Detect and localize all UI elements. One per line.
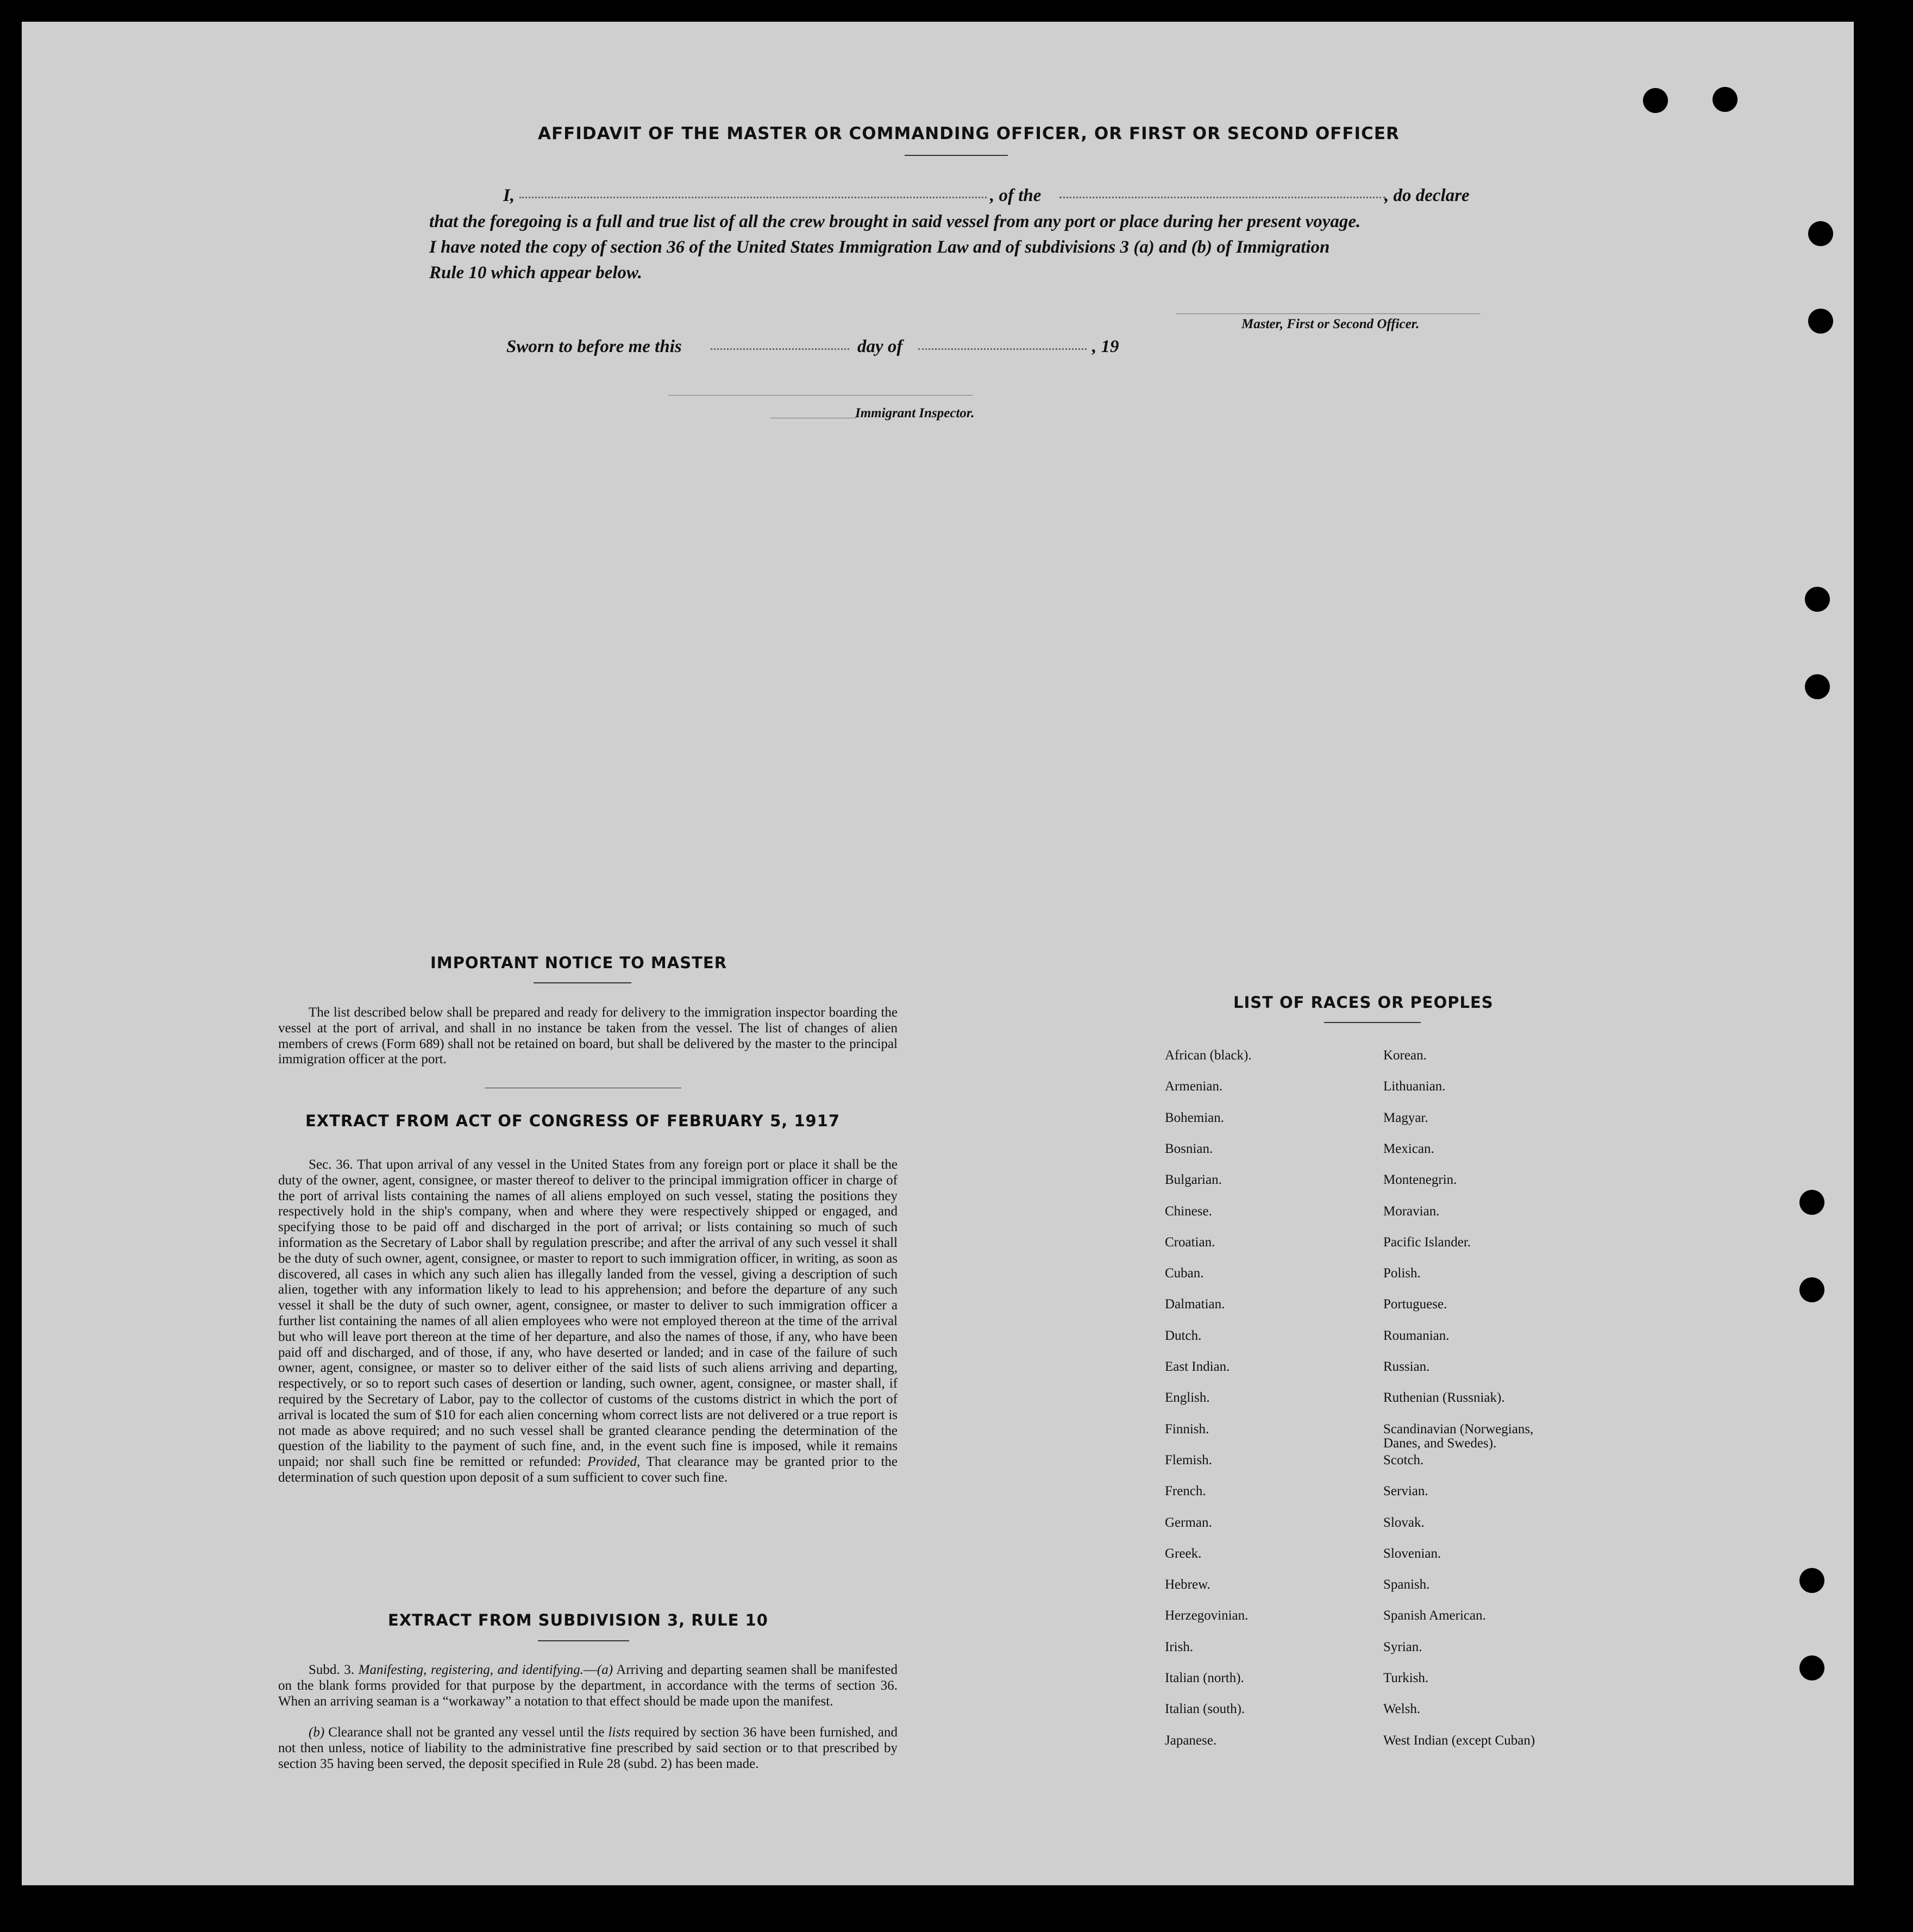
sworn-label: Sworn to before me this: [506, 337, 682, 356]
document-page: [22, 22, 1854, 1885]
act-body: That upon arrival of any vessel in the United States from any foreign port or place it shall be the duty of the owner, agent, consignee, or master thereof to deliver to the principal immigration officer in charge of the port of arrival lists containing the names of all aliens employed on such vessel, stating the positions they respectively hold in the ship's company, when and where they were respectively shipped or engaged, and specifying those to be paid off and discharged in the port of arrival; or lists containing so much of such information as the Secretary of Labor shall by regulation prescribe; and after the arrival of any such vessel it shall be the duty of such owner, agent, consignee, or master to report to such immigration officer, in writing, as soon as discovered, all cases in which any such alien has illegally landed from the vessel, giving a description of such alien, together with any information likely to lead to his apprehension; and before the departure of any such vessel it shall be the duty of such owner, agent, consignee, or master to deliver to such immigration officer a further list containing the names of all alien employees who were not employed thereon at the time of the arrival but who will leave port thereon at the time of her departure, and also the names of those, if any, who have been paid off and discharged, and of those, if any, who have deserted or landed; and in case of the failure of such owner, agent, consignee, or master so to deliver either of the said lists of such aliens arriving and departing, respectively, or so to report such cases of desertion or landing, such owner, agent, consignee, or master shall, if required by the Secretary of Labor, pay to the collector of customs of the customs district in which the port of arrival is located the sum of $10 for each alien concerning whom correct lists are not delivered or a true report is not made as above required; and no such vessel shall be granted clearance pending the determination of the question of the liability to the payment of such fine, and, in the event such fine is imposed, while it remains unpaid; nor shall such fine be remitted or refunded:: [278, 1157, 898, 1470]
rule-title: EXTRACT FROM SUBDIVISION 3, RULE 10: [388, 1611, 768, 1629]
race-item: Slovenian.: [1383, 1546, 1441, 1561]
race-item: Servian.: [1383, 1484, 1428, 1499]
name-blank[interactable]: [519, 197, 987, 198]
race-item: Hebrew.: [1165, 1577, 1210, 1592]
races-title-rule: [1324, 1022, 1421, 1023]
rule-subd-b: [278, 1725, 898, 1772]
race-item: Welsh.: [1383, 1702, 1421, 1717]
act-sec-label: Sec. 36.: [309, 1157, 353, 1172]
act-text: [278, 1157, 898, 1486]
punch-hole: [1808, 221, 1833, 246]
notice-rule: [534, 982, 631, 983]
race-item: Greek.: [1165, 1546, 1202, 1561]
races-title: LIST OF RACES OR PEOPLES: [1233, 993, 1494, 1012]
master-signature-label: Master, First or Second Officer.: [1241, 317, 1420, 331]
rule-title-rule: [538, 1640, 629, 1641]
race-item: Japanese.: [1165, 1733, 1217, 1748]
rule-subd-a: Subd. 3. Manifesting, registering, and identifying.—(a) Arriving and departing seamen shall be manifested on the blank forms provided for that purpose by the department, in accordance with the terms of section 36. When an arriving seaman is a “workaway” a notation to that effect should be made upon the manifest.: [278, 1663, 898, 1709]
race-item: Finnish.: [1165, 1421, 1209, 1437]
rule-b-label: (b): [309, 1725, 325, 1740]
punch-hole: [1799, 1655, 1824, 1680]
race-item: Lithuanian.: [1383, 1079, 1446, 1094]
race-item: African (black).: [1165, 1048, 1252, 1063]
race-item: Dutch.: [1165, 1328, 1202, 1343]
race-item: Bohemian.: [1165, 1110, 1225, 1125]
rule-a-text: Arriving and departing seamen shall be manifested on the blank forms provided for that purpose by the department, in accordance with the terms of section 36. When an arriving seaman is a “workaway” a notation to that effect should be made upon the manifest.: [278, 1663, 898, 1709]
sworn-month-blank[interactable]: [918, 348, 1087, 350]
race-item: Turkish.: [1383, 1671, 1429, 1685]
rule-a-label: (a): [597, 1663, 613, 1677]
punch-hole: [1713, 87, 1738, 112]
race-item: Mexican.: [1383, 1141, 1434, 1156]
race-item: Portuguese.: [1383, 1297, 1447, 1312]
race-item: Polish.: [1383, 1266, 1421, 1281]
race-item: Cuban.: [1165, 1266, 1204, 1281]
rule-subd-italic: Manifesting, registering, and identifying.: [358, 1663, 584, 1677]
affidavit-line-4: Rule 10 which appear below.: [429, 263, 643, 283]
notice-title: IMPORTANT NOTICE TO MASTER: [430, 954, 727, 972]
affidavit-line-2: that the foregoing is a full and true list of all the crew brought in said vessel from any port or place during her present voyage.: [429, 212, 1361, 231]
punch-hole: [1799, 1190, 1824, 1215]
act-title: EXTRACT FROM ACT OF CONGRESS OF FEBRUARY 5, 1917: [305, 1112, 841, 1130]
race-item: Scotch.: [1383, 1452, 1424, 1467]
race-item: French.: [1165, 1484, 1206, 1499]
race-item: Irish.: [1165, 1639, 1194, 1654]
punch-hole: [1805, 674, 1830, 699]
act-provided: Provided,: [587, 1454, 641, 1470]
race-item: Dalmatian.: [1165, 1297, 1225, 1312]
notice-text: [278, 1005, 898, 1068]
race-item: Slovak.: [1383, 1515, 1425, 1530]
race-item: East Indian.: [1165, 1359, 1230, 1374]
inspector-signature-line[interactable]: [668, 395, 973, 396]
race-item: Ruthenian (Russniak).: [1383, 1390, 1505, 1406]
affidavit-of-the: , of the: [990, 186, 1042, 205]
punch-hole: [1808, 309, 1833, 334]
affidavit-line-3: I have noted the copy of section 36 of the United States Immigration Law and of subdivisions 3 (a) and (b) of Immigration: [429, 237, 1330, 257]
punch-hole: [1799, 1568, 1824, 1593]
race-item: Syrian.: [1383, 1639, 1422, 1654]
race-item: German.: [1165, 1515, 1212, 1530]
race-item: English.: [1165, 1390, 1210, 1406]
race-item: Chinese.: [1165, 1203, 1212, 1219]
race-item: Roumanian.: [1383, 1328, 1450, 1343]
day-of-label: day of: [857, 337, 903, 356]
race-item: Korean.: [1383, 1048, 1427, 1063]
race-item: Flemish.: [1165, 1452, 1212, 1467]
race-item: Armenian.: [1165, 1079, 1223, 1094]
race-item: Pacific Islander.: [1383, 1234, 1471, 1250]
punch-hole: [1805, 587, 1830, 612]
race-item: Bulgarian.: [1165, 1172, 1222, 1188]
race-item: Moravian.: [1383, 1203, 1440, 1219]
rule-b-text-1: Clearance shall not be granted any vessel until the: [328, 1725, 605, 1740]
races-list: [1165, 1049, 1654, 1777]
affidavit-title: AFFIDAVIT OF THE MASTER OR COMMANDING OFFICER, OR FIRST OR SECOND OFFICER: [538, 124, 1400, 143]
punch-hole: [1643, 88, 1668, 113]
sworn-day-blank[interactable]: [711, 348, 849, 350]
race-item: Italian (north).: [1165, 1671, 1244, 1685]
affidavit-do-declare: , do declare: [1384, 186, 1470, 205]
vessel-blank[interactable]: [1059, 197, 1385, 198]
race-item: Croatian.: [1165, 1234, 1215, 1250]
race-item: Bosnian.: [1165, 1141, 1213, 1156]
race-item: Italian (south).: [1165, 1702, 1245, 1717]
rule-subd-label: Subd. 3.: [309, 1663, 355, 1677]
race-item: Scandinavian (Norwegians, Danes, and Swedes).: [1383, 1421, 1534, 1451]
race-item: Montenegrin.: [1383, 1172, 1457, 1188]
affidavit-i-label: I,: [503, 186, 515, 205]
race-item: Spanish American.: [1383, 1608, 1486, 1623]
race-item: Herzegovinian.: [1165, 1608, 1249, 1623]
act-body-end: That clearance may be granted prior to the determination of such question upon deposit of a sum sufficient to cover such fine.: [278, 1454, 898, 1485]
notice-body: The list described below shall be prepared and ready for delivery to the immigration inspector boarding the vessel at the port of arrival, and shall in no instance be taken from the vessel. The list of changes of alien members of crews (Form 689) shall not be retained on board, but shall be delivered by the master to the principal immigration officer at the port.: [278, 1005, 898, 1067]
punch-hole: [1799, 1277, 1824, 1302]
rule-b-lists: lists: [608, 1725, 630, 1740]
rule-b-text-2: required by section 36 have been furnished, and not then unless, notice of liability to the administrative fine prescribed by said section or to that prescribed by section 35 having been served, the deposit specified in Rule 28 (subd. 2) has been made.: [278, 1725, 898, 1771]
race-item: Russian.: [1383, 1359, 1430, 1374]
race-item: Magyar.: [1383, 1110, 1428, 1125]
year-label: , 19: [1092, 337, 1119, 356]
master-signature-line[interactable]: [1176, 313, 1481, 314]
race-item: West Indian (except Cuban): [1383, 1733, 1535, 1748]
title-rule: [905, 155, 1008, 156]
race-item: Spanish.: [1383, 1577, 1430, 1592]
inspector-label: Immigrant Inspector.: [855, 406, 975, 421]
